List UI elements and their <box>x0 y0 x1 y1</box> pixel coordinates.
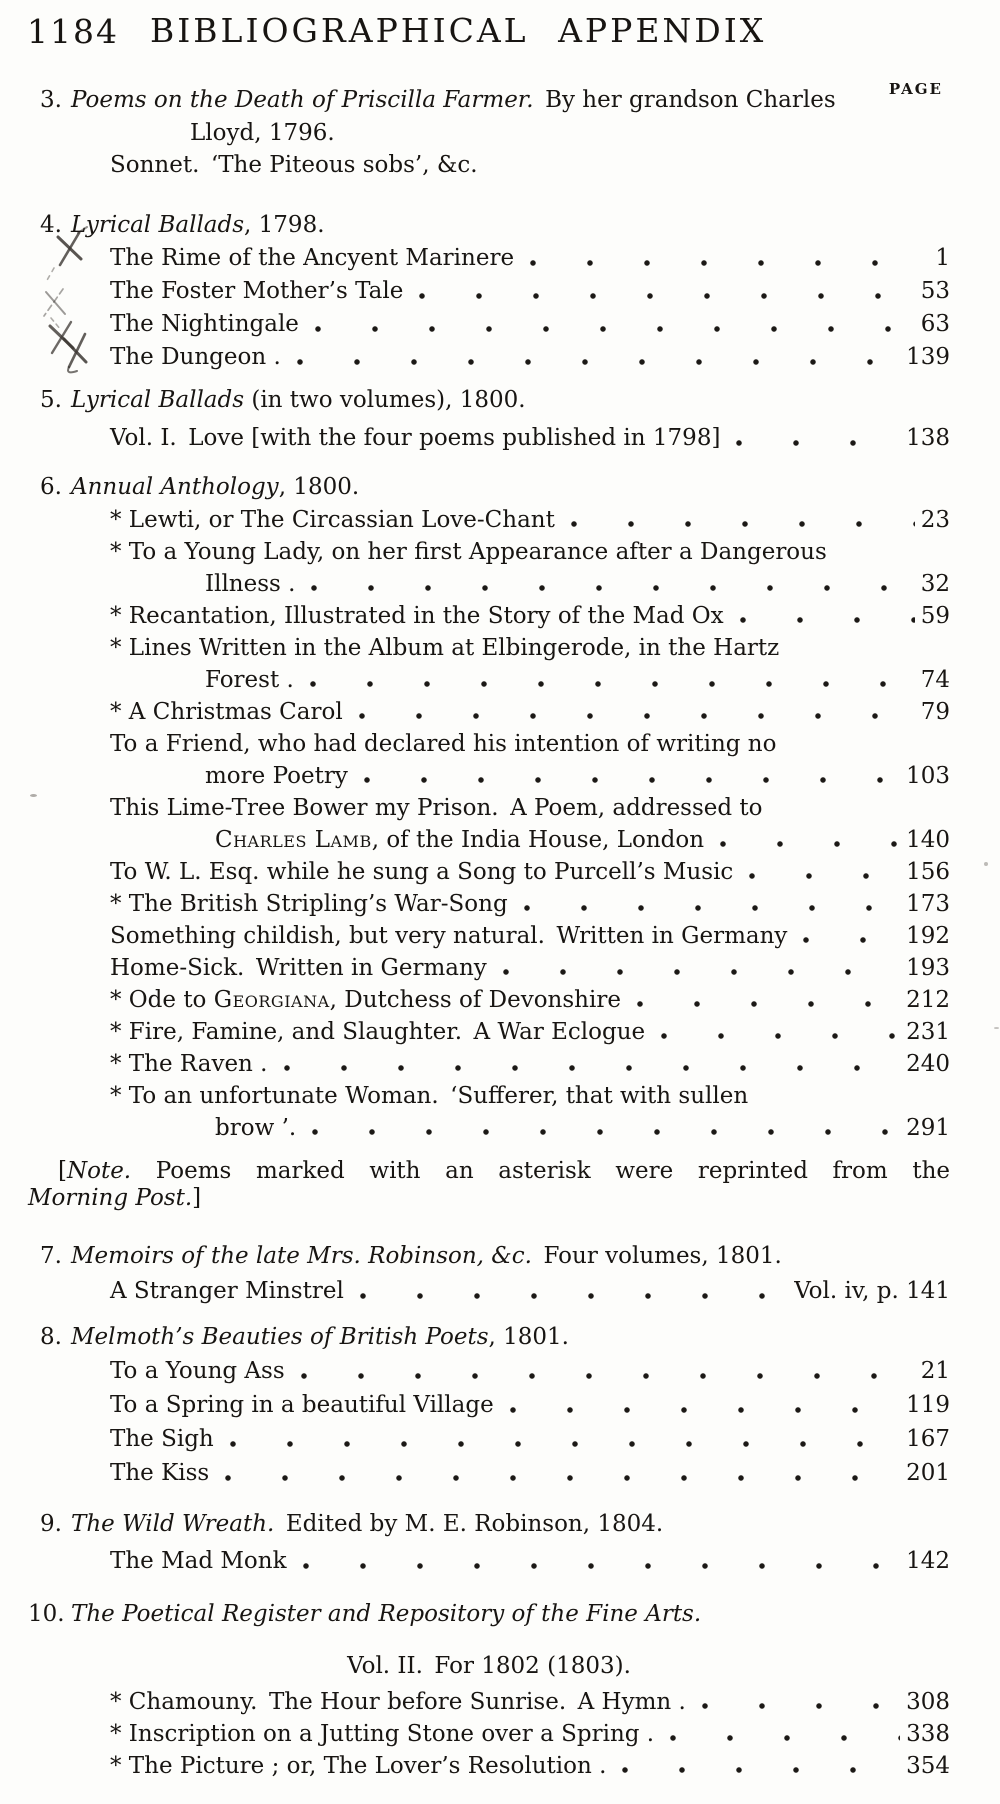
toc-entry <box>110 341 950 374</box>
dot-leader <box>310 681 915 687</box>
entry-page-number: 156 <box>906 859 950 885</box>
item-heading <box>28 1240 950 1273</box>
entry-title: The Foster Mother’s Tale <box>110 278 404 304</box>
entry-page-number: 193 <box>906 955 950 981</box>
entry-page-number: Vol. iv, p. 141 <box>794 1278 950 1304</box>
entry-page-number: 140 <box>906 827 950 853</box>
toc-entry <box>110 1275 950 1308</box>
dot-leader <box>419 293 914 299</box>
toc-entry <box>110 308 950 341</box>
running-head-title: BIBLIOGRAPHICAL APPENDIX <box>150 11 767 50</box>
entry-title: The Kiss <box>110 1460 210 1486</box>
scan-speck <box>984 862 988 866</box>
entry-title: * Lewti, or The Circassian Love-Chant <box>110 507 555 533</box>
entry-title: Vol. I. Love [with the four poems published in 1798] <box>110 425 721 451</box>
page-column-label: PAGE <box>888 80 943 98</box>
toc-entry <box>110 984 950 1016</box>
dot-leader <box>749 873 900 879</box>
dot-leader <box>230 1441 900 1447</box>
entry-page-number: 119 <box>906 1392 950 1418</box>
bibliography-item-3 <box>28 84 950 180</box>
entry-title: * Recantation, Illustrated in the Story of the Mad Ox <box>110 603 724 629</box>
dot-leader <box>661 1033 900 1039</box>
toc-entry <box>110 952 950 984</box>
work-title: Annual Anthology <box>71 474 279 500</box>
toc-entry <box>110 568 950 600</box>
dot-leader <box>360 1293 788 1299</box>
work-title-detail: By her grandson Charles <box>533 87 836 113</box>
page-number-folio: 1184 <box>27 12 119 51</box>
entry-page-number: 338 <box>906 1721 950 1747</box>
entry-page-number: 291 <box>906 1115 950 1141</box>
dot-leader <box>622 1767 900 1773</box>
entry-title: * The British Stripling’s War-Song <box>110 891 508 917</box>
entry-title-line2: more Poetry <box>205 763 348 789</box>
entry-page-number: 1 <box>935 245 950 271</box>
entry-title: To a Spring in a beautiful Village <box>110 1392 494 1418</box>
dot-leader <box>524 905 900 911</box>
toc-entry <box>110 824 950 856</box>
entry-page-number: 142 <box>906 1548 950 1574</box>
item-heading <box>28 1508 950 1541</box>
work-title-detail: Edited by M. E. Robinson, 1804. <box>274 1511 664 1537</box>
item-heading <box>28 84 950 117</box>
work-title-detail: , 1798. <box>244 212 325 238</box>
entry-title: * The Picture ; or, The Lover’s Resolution . <box>110 1753 607 1779</box>
entry-title: * Ode to Georgiana, Dutchess of Devonshire <box>110 987 621 1013</box>
entry-title: Sonnet. ‘The Piteous sobs’, &c. <box>110 152 478 178</box>
toc-entry <box>110 1456 950 1490</box>
entry-page-number: 79 <box>920 699 950 725</box>
note-line1: [Note. Poems marked with an asterisk were reprinted from the <box>58 1158 950 1184</box>
entry-title-line2: Charles Lamb, of the India House, London <box>215 827 705 853</box>
item-number: 3. <box>40 87 62 113</box>
entry-page-number: 63 <box>920 311 950 337</box>
work-title: The Poetical Register and Repository of the Fine Arts. <box>71 1601 702 1627</box>
entry-title: * Inscription on a Jutting Stone over a Spring . <box>110 1721 655 1747</box>
heading-carry-line: Lloyd, 1796. <box>190 120 335 146</box>
entry-title-line1: To a Friend, who had declared his intention of writing no <box>110 731 777 757</box>
item-heading <box>28 471 950 504</box>
entry-title: The Dungeon . <box>110 344 281 370</box>
toc-entry <box>110 1686 950 1718</box>
entry-title: * A Christmas Carol <box>110 699 343 725</box>
entry-title: Home-Sick. Written in Germany <box>110 955 487 981</box>
entry-page-number: 167 <box>906 1426 950 1452</box>
small-caps-name: Georgiana <box>213 987 330 1013</box>
entry-title: The Nightingale <box>110 311 299 337</box>
dot-leader <box>670 1735 900 1741</box>
entry-page-number: 59 <box>920 603 950 629</box>
entry-title-line2: Illness . <box>205 571 296 597</box>
dot-leader <box>503 969 900 975</box>
entry-page-number: 201 <box>906 1460 950 1486</box>
dot-leader <box>297 359 900 365</box>
entry-page-number: 308 <box>906 1689 950 1715</box>
entry-page-number: 21 <box>920 1358 950 1384</box>
dot-leader <box>284 1065 901 1071</box>
bibliography-item-9 <box>28 1508 950 1578</box>
toc-entry <box>110 856 950 888</box>
bibliography-item-6 <box>28 471 950 1144</box>
entry-title-line2: Forest . <box>205 667 294 693</box>
dot-leader <box>571 521 915 527</box>
entry-title-line1: * To an unfortunate Woman. ‘Sufferer, that with sullen <box>110 1083 749 1109</box>
entry-page-number: 354 <box>906 1753 950 1779</box>
dot-leader <box>301 1373 915 1379</box>
work-title-detail: (in two volumes), 1800. <box>244 387 526 413</box>
toc-entry <box>110 600 950 632</box>
toc-entry <box>110 504 950 536</box>
note-line2: Morning Post.] <box>28 1185 202 1211</box>
toc-entry <box>110 664 950 696</box>
work-title: The Wild Wreath. <box>71 1511 275 1537</box>
toc-entry <box>110 1388 950 1422</box>
entry-page-number: 32 <box>920 571 950 597</box>
entry-title-line1: This Lime-Tree Bower my Prison. A Poem, addressed to <box>110 795 763 821</box>
dot-leader <box>315 326 915 332</box>
toc-entry <box>110 1718 950 1750</box>
toc-entry <box>110 1354 950 1388</box>
toc-entry <box>110 1016 950 1048</box>
bibliography-item-10 <box>28 1598 950 1782</box>
bibliography-item-4 <box>28 209 950 374</box>
dot-leader <box>364 777 900 783</box>
item-heading <box>28 384 950 417</box>
entry-title: To W. L. Esq. while he sung a Song to Purcell’s Music <box>110 859 734 885</box>
entry-title: * Fire, Famine, and Slaughter. A War Eclogue <box>110 1019 646 1045</box>
entry-title: The Rime of the Ancyent Marinere <box>110 245 515 271</box>
dot-leader <box>720 841 900 847</box>
dot-leader <box>637 1001 900 1007</box>
entry-title: The Mad Monk <box>110 1548 287 1574</box>
toc-entry <box>110 760 950 792</box>
entry-page-number: 23 <box>920 507 950 533</box>
dot-leader <box>530 260 929 266</box>
entry-page-number: 74 <box>920 667 950 693</box>
dot-leader <box>312 1129 900 1135</box>
entry-title: * Chamouny. The Hour before Sunrise. A Hymn . <box>110 1689 686 1715</box>
entry-page-number: 103 <box>906 763 950 789</box>
entry-page-number: 212 <box>906 987 950 1013</box>
dot-leader <box>303 1563 901 1569</box>
toc-entry <box>110 1048 950 1080</box>
dot-leader <box>803 937 900 943</box>
asterisk-note <box>28 1158 950 1212</box>
item-number: 8. <box>40 1324 62 1350</box>
work-title: Melmoth’s Beauties of British Poets <box>71 1324 489 1350</box>
volume-subheading: Vol. II. For 1802 (1803). <box>347 1653 631 1679</box>
entry-page-number: 240 <box>906 1051 950 1077</box>
work-title-detail: , 1800. <box>278 474 360 500</box>
scan-speck <box>994 1027 999 1029</box>
toc-entry <box>110 888 950 920</box>
item-number: 7. <box>40 1243 62 1269</box>
toc-entry <box>110 1422 950 1456</box>
bibliography-item-7 <box>28 1240 950 1308</box>
dot-leader <box>311 585 914 591</box>
entry-title: The Sigh <box>110 1426 214 1452</box>
toc-entry <box>110 422 950 455</box>
bibliography-item-5 <box>28 384 950 455</box>
entry-title-line1: * To a Young Lady, on her first Appearance after a Dangerous <box>110 539 827 565</box>
item-number: 6. <box>40 474 62 500</box>
dot-leader <box>359 713 915 719</box>
entry-title: To a Young Ass <box>110 1358 285 1384</box>
entry-title-line2: brow ’. <box>215 1115 297 1141</box>
dot-leader <box>702 1703 900 1709</box>
work-title: Lyrical Ballads <box>71 387 245 413</box>
dot-leader <box>736 440 900 446</box>
entry-page-number: 192 <box>906 923 950 949</box>
toc-entry <box>110 696 950 728</box>
work-title: Poems on the Death of Priscilla Farmer. <box>71 87 534 113</box>
work-title: Memoirs of the late Mrs. Robinson, &c. <box>71 1243 532 1269</box>
work-title: Lyrical Ballads <box>71 212 245 238</box>
bibliography-item-8 <box>28 1321 950 1490</box>
item-heading <box>28 1321 950 1354</box>
entry-title-line1: * Lines Written in the Album at Elbingerode, in the Hartz <box>110 635 780 661</box>
work-title-detail: Four volumes, 1801. <box>531 1243 782 1269</box>
toc-entry <box>110 1750 950 1782</box>
item-number: 4. <box>40 212 62 238</box>
toc-entry <box>110 1545 950 1578</box>
item-heading <box>28 1598 950 1631</box>
entry-title: A Stranger Minstrel <box>110 1278 344 1304</box>
entry-page-number: 138 <box>906 425 950 451</box>
item-number: 9. <box>40 1511 62 1537</box>
dot-leader <box>510 1407 900 1413</box>
item-heading <box>28 209 950 242</box>
toc-entry <box>110 275 950 308</box>
toc-entry <box>110 242 950 275</box>
entry-page-number: 139 <box>906 344 950 370</box>
item-number: 5. <box>40 387 62 413</box>
dot-leader <box>225 1475 900 1481</box>
dot-leader <box>740 617 915 623</box>
toc-entry <box>110 920 950 952</box>
entry-page-number: 231 <box>906 1019 950 1045</box>
entry-title: Something childish, but very natural. Written in Germany <box>110 923 788 949</box>
toc-entry <box>110 1112 950 1144</box>
entry-page-number: 53 <box>920 278 950 304</box>
entry-title: * The Raven . <box>110 1051 268 1077</box>
item-number: 10. <box>28 1601 65 1627</box>
small-caps-name: Charles Lamb <box>215 827 372 853</box>
work-title-detail: , 1801. <box>488 1324 569 1350</box>
entry-page-number: 173 <box>906 891 950 917</box>
